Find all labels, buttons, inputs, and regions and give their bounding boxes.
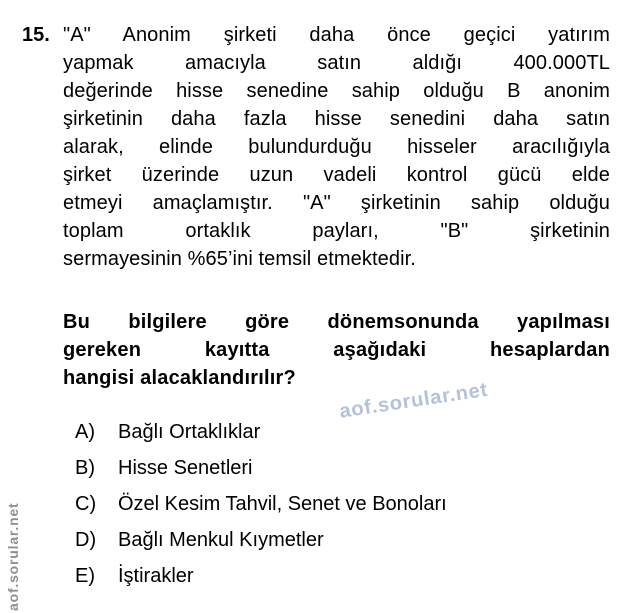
option-c-letter: C) (75, 493, 97, 515)
prompt-line: gereken kayıtta aşağıdaki hesaplardan (63, 339, 610, 361)
options-list (75, 418, 610, 598)
question-text-line: alarak, elinde bulundurduğu hisseler aracılığıyla (63, 136, 610, 158)
question-prompt (63, 308, 610, 392)
option-d-letter: D) (75, 529, 97, 551)
question-text-line: toplam ortaklık payları, "B" şirketinin (63, 220, 610, 242)
option-a-text: Bağlı Ortaklıklar (118, 421, 261, 443)
option-c (75, 490, 610, 518)
question-number: 15. (22, 24, 50, 46)
option-b-text: Hisse Senetleri (118, 457, 253, 479)
question-block (22, 21, 610, 273)
option-d-text: Bağlı Menkul Kıymetler (118, 529, 324, 551)
option-a (75, 418, 610, 446)
watermark-center: aof.sorular.net (338, 378, 490, 423)
option-b-letter: B) (75, 457, 95, 479)
question-text-line: yapmak amacıyla satın aldığı 400.000TL (63, 52, 610, 74)
question-body (63, 21, 610, 273)
question-text-line: şirketinin daha fazla hisse senedini daha satın (63, 108, 610, 130)
option-d (75, 526, 610, 554)
option-c-text: Özel Kesim Tahvil, Senet ve Bonoları (118, 493, 447, 515)
prompt-line: hangisi alacaklandırılır? (63, 367, 296, 389)
question-text-line: şirket üzerinde uzun vadeli kontrol gücü elde (63, 164, 610, 186)
question-text-line: sermayesinin %65’ini temsil etmektedir. (63, 248, 416, 270)
option-a-letter: A) (75, 421, 95, 443)
prompt-line: Bu bilgilere göre dönemsonunda yapılması (63, 311, 610, 333)
option-e-letter: E) (75, 565, 95, 587)
option-b (75, 454, 610, 482)
question-text-line: etmeyi amaçlamıştır. "A" şirketinin sahip olduğu (63, 192, 610, 214)
option-e (75, 562, 610, 590)
question-text-line: değerinde hisse senedine sahip olduğu B anonim (63, 80, 610, 102)
watermark-left: aof.sorular.net (5, 502, 21, 611)
question-text-line: "A" Anonim şirketi daha önce geçici yatırım (63, 24, 610, 46)
option-e-text: İştirakler (118, 565, 194, 587)
